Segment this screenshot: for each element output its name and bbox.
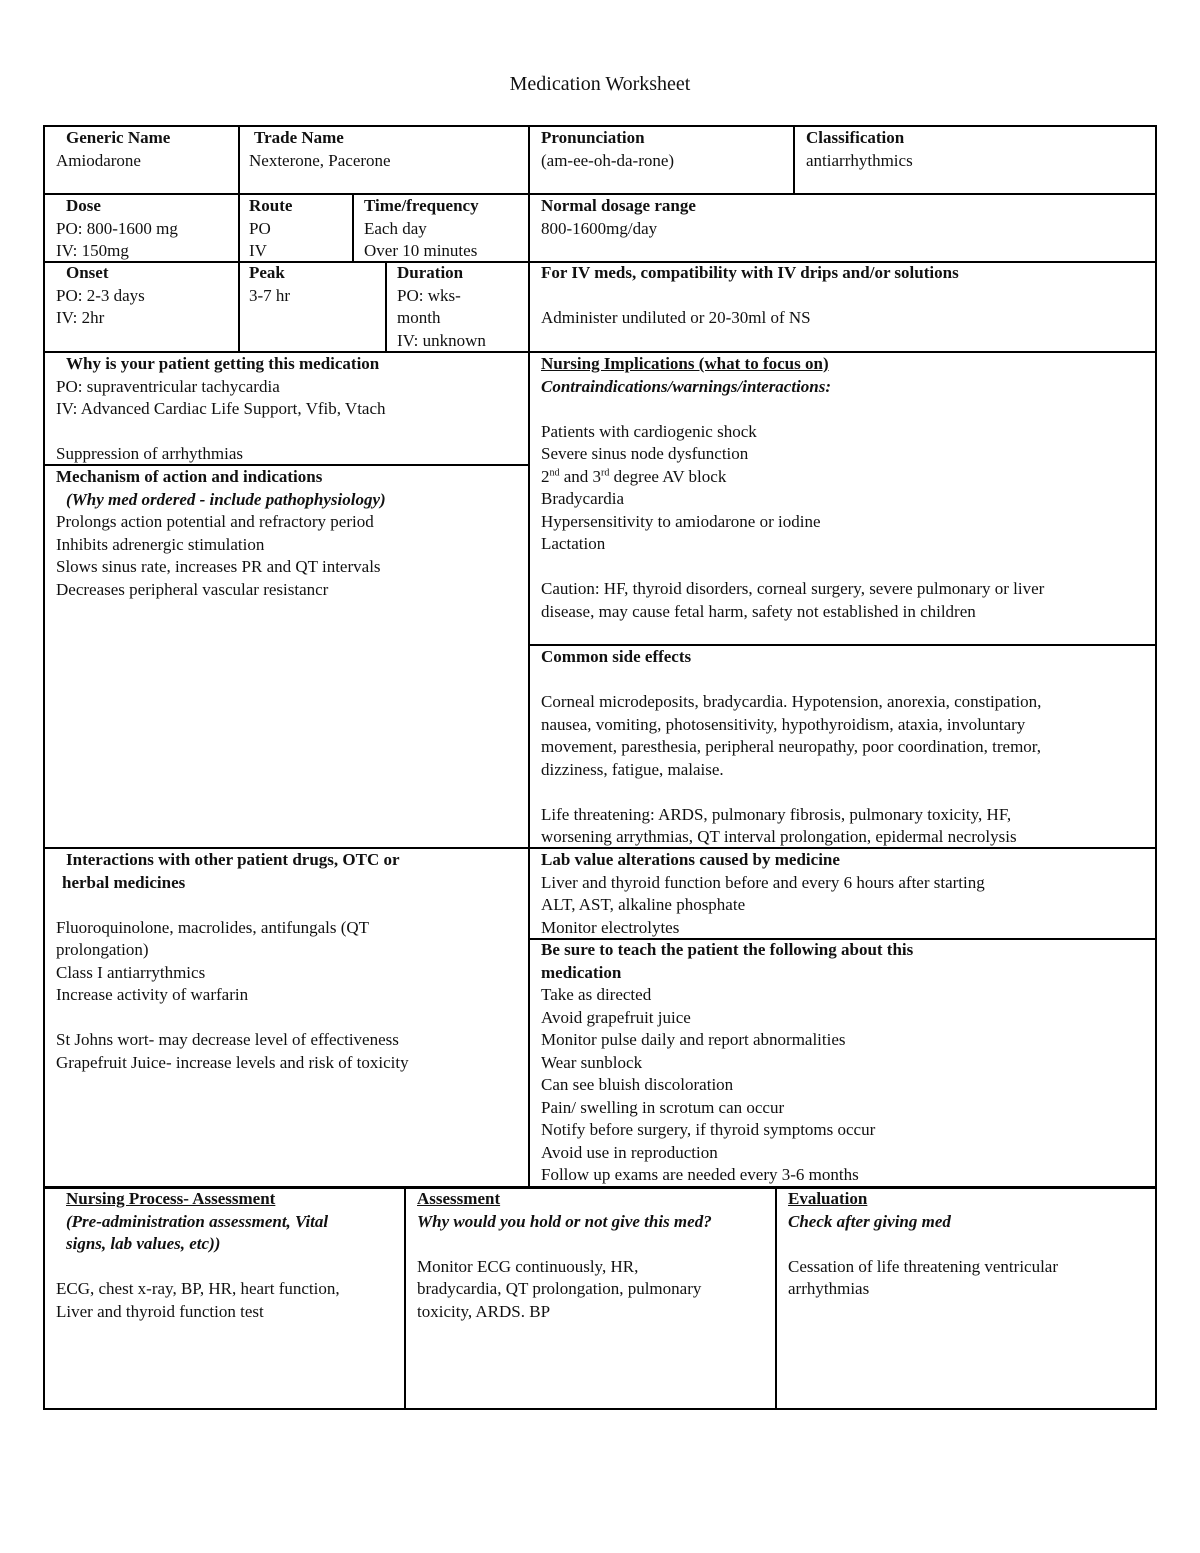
lab-values-label: Lab value alterations caused by medicine <box>541 850 840 869</box>
iv-compatibility-label: For IV meds, compatibility with IV drips and/or solutions <box>541 263 959 282</box>
onset-label: Onset <box>66 263 109 282</box>
nursing-line: Hypersensitivity to amiodarone or iodine <box>541 511 821 531</box>
duration-line: PO: wks- <box>397 285 461 305</box>
classification-label: Classification <box>806 128 905 147</box>
dose-cell <box>45 195 237 263</box>
duration-line: IV: unknown <box>397 330 486 350</box>
pronunciation-value: (am-ee-oh-da-rone) <box>541 150 675 170</box>
assessment-line: Monitor ECG continuously, HR, <box>417 1256 639 1276</box>
generic-name-label: Generic Name <box>66 128 171 147</box>
patient-teaching-line: Can see bluish discoloration <box>541 1075 734 1094</box>
route-cell <box>238 195 351 263</box>
patient-teaching-line: Notify before surgery, if thyroid symptoms occur <box>541 1120 876 1139</box>
iv-compatibility-value: Administer undiluted or 20-30ml of NS <box>541 308 811 327</box>
normal-dosage-cell <box>530 195 1150 240</box>
patient-teaching-line: Pain/ swelling in scrotum can occur <box>541 1097 785 1117</box>
assessment-cell <box>406 1188 774 1323</box>
route-line: IV <box>249 241 267 260</box>
mechanism-line: Slows sinus rate, increases PR and QT intervals <box>56 557 381 576</box>
onset-line: IV: 2hr <box>56 308 105 327</box>
trade-name-label: Trade Name <box>254 128 344 147</box>
peak-cell <box>238 262 384 307</box>
generic-name-cell <box>45 127 237 172</box>
assessment-sublabel: Why would you hold or not give this med? <box>417 1211 712 1231</box>
assessment-line: bradycardia, QT prolongation, pulmonary <box>417 1279 702 1298</box>
patient-teaching-line: Avoid use in reproduction <box>541 1142 718 1162</box>
route-label: Route <box>249 196 293 215</box>
patient-teaching-line: Monitor pulse daily and report abnormalities <box>541 1030 846 1049</box>
nursing-implications-cell <box>530 353 1152 623</box>
peak-value: 3-7 hr <box>249 285 291 305</box>
why-line <box>56 421 527 444</box>
why-line: Suppression of arrhythmias <box>56 444 243 463</box>
trade-name-cell <box>238 127 528 172</box>
evaluation-label: Evaluation <box>788 1189 868 1208</box>
onset-line: PO: 2-3 days <box>56 285 145 305</box>
nursing-process-label: Nursing Process- Assessment <box>66 1189 276 1208</box>
side-effects-line: worsening arrythmias, QT interval prolongation, epidermal necrolysis <box>541 827 1017 846</box>
nursing-line: Patients with cardiogenic shock <box>541 421 757 441</box>
duration-line: month <box>397 308 441 327</box>
why-label: Why is your patient getting this medication <box>66 354 380 373</box>
side-effects-line: movement, paresthesia, peripheral neuropathy, poor coordination, tremor, <box>541 737 1042 756</box>
classification-cell <box>795 127 1153 172</box>
side-effects-line: Life threatening: ARDS, pulmonary fibrosis, pulmonary toxicity, HF, <box>541 804 1012 824</box>
side-effects-cell <box>530 646 1152 849</box>
patient-teaching-line: Follow up exams are needed every 3-6 months <box>541 1165 859 1184</box>
lab-values-line: ALT, AST, alkaline phosphate <box>541 895 746 914</box>
interactions-line: prolongation) <box>56 940 149 959</box>
side-effects-line: Corneal microdeposits, bradycardia. Hypotension, anorexia, constipation, <box>541 692 1042 711</box>
side-effects-line <box>541 781 1152 804</box>
mechanism-sublabel: (Why med ordered - include pathophysiology) <box>66 489 386 509</box>
nursing-line <box>541 556 1152 579</box>
mechanism-line: Prolongs action potential and refractory period <box>56 512 374 531</box>
side-effects-line <box>541 669 1152 692</box>
nursing-line: Caution: HF, thyroid disorders, corneal surgery, severe pulmonary or liver <box>541 579 1045 598</box>
route-line: PO <box>249 218 271 238</box>
evaluation-sublabel: Check after giving med <box>788 1211 951 1231</box>
evaluation-cell <box>777 1188 1153 1301</box>
interactions-cell <box>45 849 527 1074</box>
nursing-line: Severe sinus node dysfunction <box>541 444 749 463</box>
interactions-label: herbal medicines <box>62 872 186 892</box>
pronunciation-label: Pronunciation <box>541 128 645 147</box>
assessment-label: Assessment <box>417 1189 501 1208</box>
why-line: IV: Advanced Cardiac Life Support, Vfib, Vtach <box>56 399 386 418</box>
table-border-bottom <box>43 1408 1157 1410</box>
time-frequency-line: Over 10 minutes <box>364 241 478 260</box>
interactions-line <box>56 1007 527 1030</box>
interactions-line: St Johns wort- may decrease level of effectiveness <box>56 1030 399 1049</box>
side-effects-line: nausea, vomiting, photosensitivity, hypothyroidism, ataxia, involuntary <box>541 714 1026 734</box>
dose-label: Dose <box>66 196 101 215</box>
mechanism-line: Decreases peripheral vascular resistancr <box>56 579 329 599</box>
nursing-process-cell <box>45 1188 403 1323</box>
lab-values-line: Monitor electrolytes <box>541 917 680 937</box>
time-frequency-cell <box>353 195 527 263</box>
nursing-implications-label: Nursing Implications (what to focus on) <box>541 354 829 373</box>
evaluation-line: arrhythmias <box>788 1279 870 1298</box>
evaluation-line <box>788 1233 1153 1256</box>
nursing-process-sublabel: signs, lab values, etc)) <box>66 1234 221 1253</box>
patient-teaching-cell <box>530 939 1152 1187</box>
normal-dosage-value: 800-1600mg/day <box>541 218 658 238</box>
side-effects-line: dizziness, fatigue, malaise. <box>541 759 724 779</box>
interactions-line: Class I antiarrythmics <box>56 962 206 982</box>
av-block-line: 2nd and 3rd degree AV block <box>541 466 727 486</box>
patient-teaching-label: medication <box>541 962 622 982</box>
lab-values-cell <box>530 849 1152 939</box>
patient-teaching-label: Be sure to teach the patient the following about this <box>541 940 914 959</box>
table-border-right <box>1155 125 1157 1410</box>
nursing-line: disease, may cause fetal harm, safety not established in children <box>541 601 976 621</box>
generic-name-value: Amiodarone <box>56 150 141 170</box>
patient-teaching-line: Take as directed <box>541 985 652 1004</box>
time-frequency-label: Time/frequency <box>364 196 479 215</box>
patient-teaching-line: Wear sunblock <box>541 1052 643 1072</box>
interactions-line: Fluoroquinolone, macrolides, antifungals (QT <box>56 917 370 937</box>
nursing-process-sublabel: (Pre-administration assessment, Vital <box>66 1211 329 1231</box>
normal-dosage-label: Normal dosage range <box>541 196 696 215</box>
peak-label: Peak <box>249 263 285 282</box>
nursing-process-line: ECG, chest x-ray, BP, HR, heart function, <box>56 1279 340 1298</box>
why-cell <box>45 353 527 466</box>
mechanism-cell <box>45 466 527 601</box>
time-frequency-line: Each day <box>364 218 427 238</box>
duration-cell <box>386 262 527 352</box>
dose-line: PO: 800-1600 mg <box>56 218 178 238</box>
duration-label: Duration <box>397 263 464 282</box>
lab-values-line: Liver and thyroid function before and every 6 hours after starting <box>541 872 985 892</box>
nursing-line: Lactation <box>541 534 606 553</box>
nursing-process-line <box>56 1256 403 1279</box>
trade-name-value: Nexterone, Pacerone <box>249 150 391 170</box>
pronunciation-cell <box>530 127 792 172</box>
assessment-line <box>417 1233 774 1256</box>
nursing-line: Bradycardia <box>541 489 625 508</box>
iv-compatibility-cell <box>530 262 1150 330</box>
classification-value: antiarrhythmics <box>806 150 913 170</box>
evaluation-line: Cessation of life threatening ventricular <box>788 1256 1059 1276</box>
interactions-line: Grapefruit Juice- increase levels and risk of toxicity <box>56 1052 409 1072</box>
why-line: PO: supraventricular tachycardia <box>56 376 280 396</box>
nursing-process-line: Liver and thyroid function test <box>56 1301 264 1321</box>
onset-cell <box>45 262 237 330</box>
nursing-implications-sublabel: Contraindications/warnings/interactions: <box>541 376 832 396</box>
interactions-line: Increase activity of warfarin <box>56 985 249 1004</box>
side-effects-label: Common side effects <box>541 647 692 666</box>
mechanism-line: Inhibits adrenergic stimulation <box>56 534 265 554</box>
page-title: Medication Worksheet <box>509 73 691 95</box>
interactions-label: Interactions with other patient drugs, OTC or <box>66 850 400 869</box>
interactions-line <box>56 894 527 917</box>
assessment-line: toxicity, ARDS. BP <box>417 1301 551 1321</box>
dose-line: IV: 150mg <box>56 241 129 260</box>
patient-teaching-line: Avoid grapefruit juice <box>541 1007 691 1027</box>
mechanism-label: Mechanism of action and indications <box>56 467 323 486</box>
